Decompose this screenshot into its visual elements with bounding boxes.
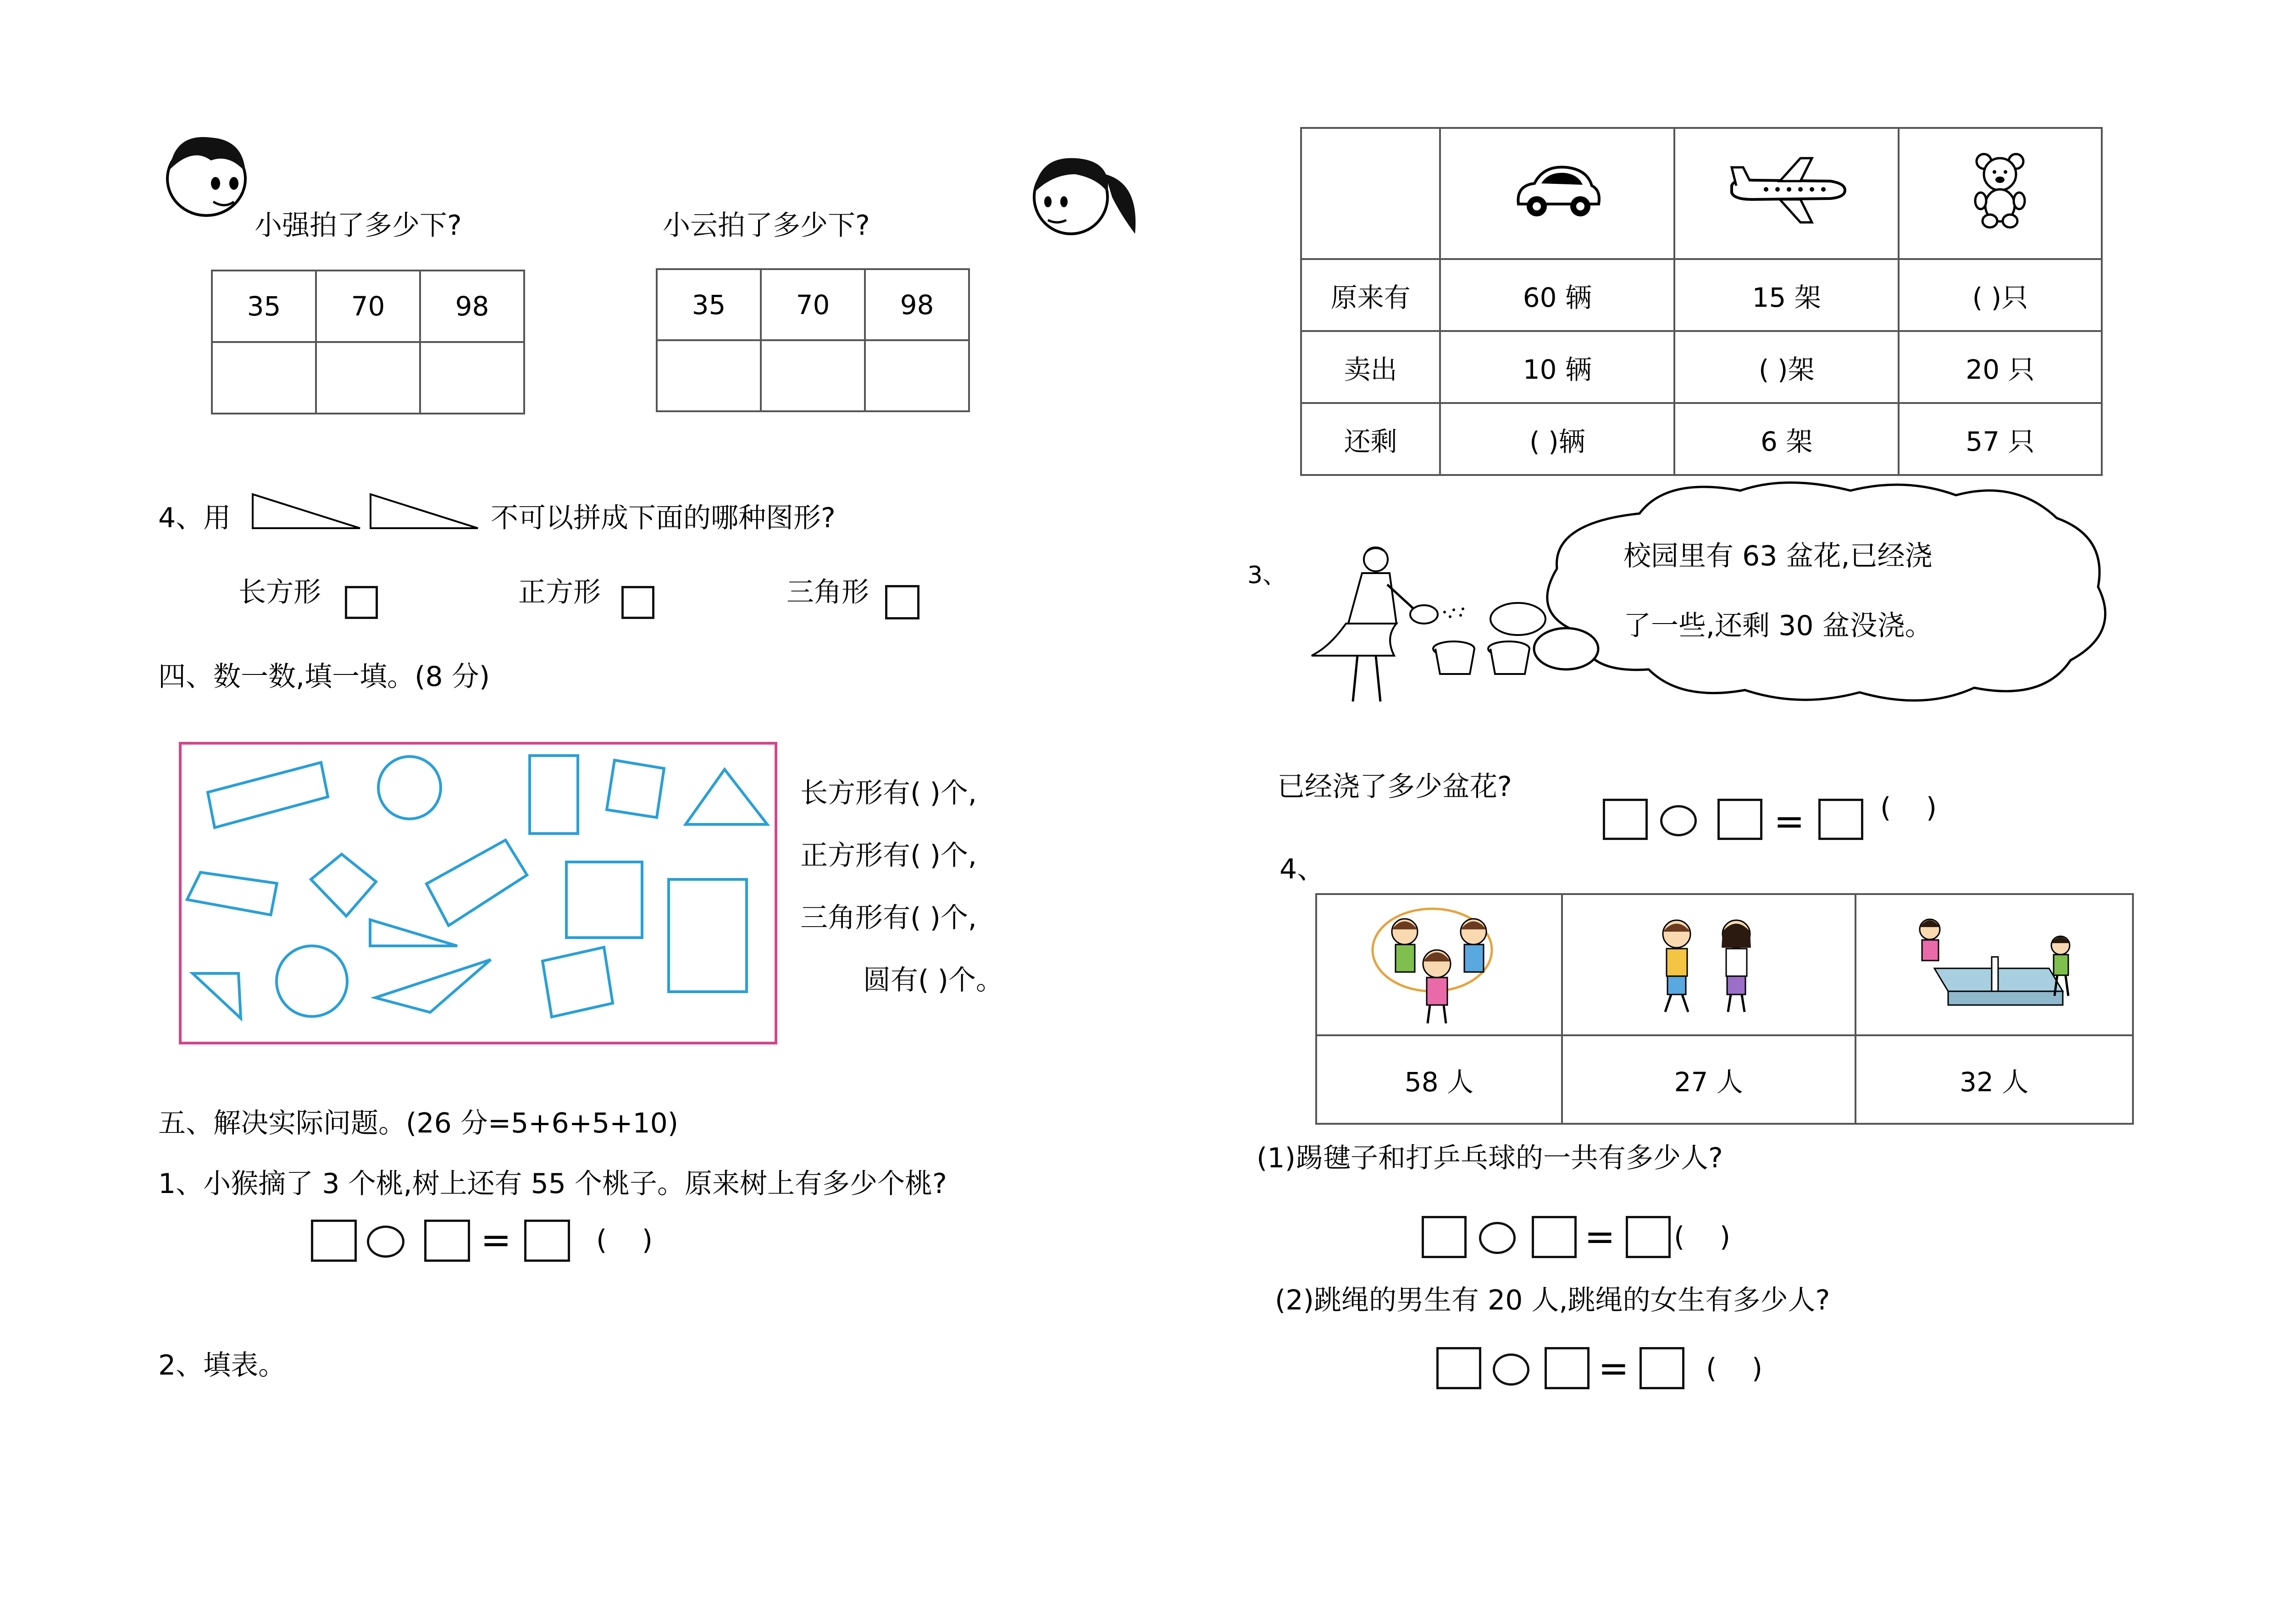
q4-prefix: 4、用	[158, 502, 231, 534]
activity-count: 58 人	[1316, 1035, 1562, 1124]
operator-circle[interactable]	[1479, 1222, 1516, 1254]
count-rectangle: 长方形有( )个,	[800, 777, 977, 809]
teddy-bear-icon	[1972, 151, 2027, 229]
equation-box[interactable]	[1626, 1216, 1671, 1258]
activity-count: 32 人	[1855, 1035, 2133, 1124]
table-cell: 98	[865, 269, 969, 340]
equation-box[interactable]	[1603, 799, 1648, 840]
row-label: 还剩	[1301, 403, 1440, 475]
option-square: 正方形	[518, 576, 601, 608]
problem-3-question: 已经浇了多少盆花?	[1277, 771, 1512, 803]
table-header-bear	[1899, 128, 2102, 259]
problem-3-number: 3、	[1247, 562, 1287, 589]
equals-sign: =	[481, 1219, 512, 1261]
section5-title: 五、解决实际问题。(26 分=5+6+5+10)	[158, 1107, 679, 1139]
shuttlecock-kids-illustration	[1645, 906, 1773, 1016]
table-cell: 35	[657, 269, 761, 340]
speech-bubble	[1529, 477, 2121, 711]
equation-box[interactable]	[424, 1220, 470, 1262]
answer-cell[interactable]	[420, 342, 524, 414]
unit-paren: ( )	[1880, 792, 1937, 824]
bubble-line-1: 校园里有 63 盆花,已经浇	[1623, 540, 1933, 572]
table-cell: 70	[761, 269, 865, 340]
activity-count: 27 人	[1562, 1035, 1855, 1124]
sales-table	[1300, 127, 2103, 476]
row-label: 原来有	[1301, 259, 1440, 331]
problem-1: 1、小猴摘了 3 个桃,树上还有 55 个桃子。原来树上有多少个桃?	[158, 1168, 947, 1200]
problem-4-number: 4、	[1279, 853, 1325, 885]
table-cell: 98	[420, 271, 524, 342]
table-cell: 6 架	[1674, 403, 1898, 475]
jump-rope-kids-illustration	[1363, 895, 1515, 1028]
jump-rope-picture	[1316, 894, 1562, 1035]
table-xiaoyun	[656, 268, 970, 412]
table-cell[interactable]: ( )只	[1899, 259, 2102, 331]
answer-cell[interactable]	[865, 340, 969, 411]
table-header-car	[1440, 128, 1674, 259]
table-xiaoqiang	[211, 270, 525, 414]
table-cell: 70	[316, 271, 420, 342]
equation-box[interactable]	[311, 1220, 357, 1262]
option-square-checkbox[interactable]	[621, 586, 654, 619]
option-triangle: 三角形	[786, 576, 869, 608]
option-triangle-checkbox[interactable]	[885, 585, 919, 619]
table-header-empty	[1301, 128, 1440, 259]
equation-box[interactable]	[1532, 1216, 1577, 1258]
count-triangle: 三角形有( )个,	[800, 902, 977, 934]
count-circle: 圆有( )个。	[863, 964, 1003, 996]
count-square: 正方形有( )个,	[800, 840, 977, 872]
table-cell: 15 架	[1674, 259, 1898, 331]
ping-pong-picture	[1855, 894, 2133, 1035]
question-xiaoyun: 小云拍了多少下?	[663, 210, 870, 242]
answer-cell[interactable]	[657, 340, 761, 411]
equation-box[interactable]	[524, 1220, 570, 1262]
option-rectangle-checkbox[interactable]	[345, 586, 378, 619]
equation-box[interactable]	[1639, 1347, 1684, 1389]
table-cell: 57 只	[1899, 403, 2102, 475]
operator-circle[interactable]	[1660, 805, 1697, 836]
answer-cell[interactable]	[212, 342, 316, 414]
answer-cell[interactable]	[761, 340, 865, 411]
equation-box[interactable]	[1818, 799, 1863, 840]
table-cell: 60 辆	[1440, 259, 1674, 331]
question-4-2: (2)跳绳的男生有 20 人,跳绳的女生有多少人?	[1275, 1284, 1830, 1316]
answer-cell[interactable]	[316, 342, 420, 414]
table-header-airplane	[1674, 128, 1898, 259]
operator-circle[interactable]	[367, 1226, 404, 1258]
car-icon	[1512, 158, 1603, 222]
ping-pong-kids-illustration	[1907, 909, 2081, 1014]
operator-circle[interactable]	[1493, 1353, 1529, 1386]
shapes-counting-box	[179, 742, 777, 1044]
unit-paren: ( )	[1674, 1221, 1731, 1253]
table-cell: 35	[212, 271, 316, 342]
triangle-piece-1	[251, 493, 361, 530]
equals-sign: =	[1598, 1347, 1629, 1390]
question-xiaoqiang: 小强拍了多少下?	[255, 210, 462, 242]
section4-title: 四、数一数,填一填。(8 分)	[158, 661, 490, 693]
equation-box[interactable]	[1422, 1216, 1467, 1258]
boy-head-illustration	[161, 128, 252, 220]
activity-table	[1315, 893, 2134, 1125]
question-4-1: (1)踢毽子和打乒乓球的一共有多少人?	[1257, 1142, 1723, 1174]
equals-sign: =	[1774, 800, 1805, 843]
girl-watering-illustration	[1302, 541, 1541, 711]
table-cell: 20 只	[1899, 331, 2102, 403]
option-rectangle: 长方形	[238, 576, 321, 608]
airplane-icon	[1725, 154, 1849, 227]
q4-suffix: 不可以拼成下面的哪种图形?	[491, 502, 836, 534]
equals-sign: =	[1584, 1215, 1616, 1258]
equation-box[interactable]	[1436, 1347, 1481, 1389]
girl-head-illustration	[1020, 147, 1149, 238]
equation-box[interactable]	[1717, 799, 1762, 840]
row-label: 卖出	[1301, 331, 1440, 403]
table-cell[interactable]: ( )辆	[1440, 403, 1674, 475]
equation-box[interactable]	[1545, 1347, 1590, 1389]
triangle-piece-2	[369, 493, 479, 530]
problem-2: 2、填表。	[158, 1349, 286, 1381]
shuttlecock-picture	[1562, 894, 1855, 1035]
unit-paren: ( )	[1706, 1353, 1763, 1385]
bubble-line-2: 了一些,还剩 30 盆没浇。	[1623, 610, 1933, 642]
table-cell: 10 辆	[1440, 331, 1674, 403]
unit-paren: ( )	[596, 1224, 653, 1256]
table-cell[interactable]: ( )架	[1674, 331, 1898, 403]
